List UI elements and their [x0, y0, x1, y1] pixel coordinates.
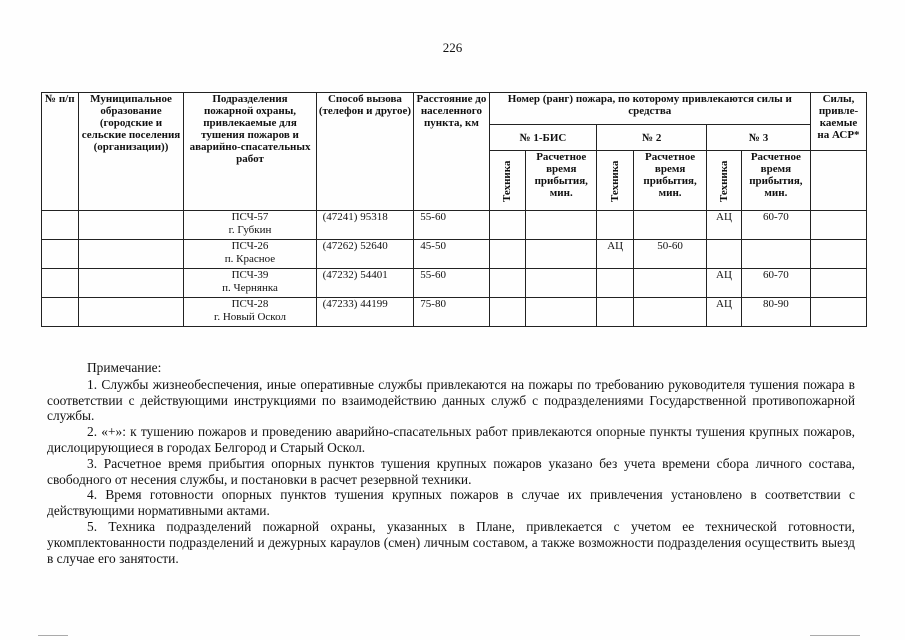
cell-phone: (47262) 52640	[316, 240, 414, 269]
table-row	[42, 211, 867, 240]
cell-rank1-equipment	[489, 298, 526, 327]
cell-rank2-equipment	[597, 211, 634, 240]
header-rank-2: № 2	[597, 125, 707, 151]
cell-unit	[184, 298, 316, 327]
unit-location: п. Красное	[224, 253, 276, 265]
header-rank-3: № 3	[707, 125, 811, 151]
header-asr: Силы, привле-каемые на АСР*	[810, 93, 866, 151]
cell-rank1-arrival	[526, 298, 597, 327]
cell-number	[42, 240, 79, 269]
cell-asr	[810, 211, 866, 240]
cell-number	[42, 211, 79, 240]
unit-name: ПСЧ-28	[231, 298, 269, 310]
unit-location: г. Губкин	[228, 224, 272, 236]
header-arrival-2: Расчетное время прибытия, мин.	[633, 151, 706, 211]
header-municipality: Муниципальное образование (городские и сельские поселения (организации))	[78, 93, 184, 211]
cell-rank1-arrival	[526, 240, 597, 269]
page-edge-line-left	[38, 635, 68, 636]
unit-location: г. Новый Оскол	[214, 311, 286, 323]
cell-municipality	[78, 240, 184, 269]
header-call-method: Способ вызова (телефон и другое)	[316, 93, 414, 211]
cell-rank3-arrival	[741, 240, 810, 269]
cell-rank3-equipment: АЦ	[707, 269, 742, 298]
forces-table	[41, 92, 867, 327]
table-row	[42, 298, 867, 327]
cell-rank2-equipment	[597, 298, 634, 327]
cell-unit	[184, 211, 316, 240]
header-rank-1bis: № 1-БИС	[489, 125, 597, 151]
cell-distance: 45-50	[414, 240, 489, 269]
header-equipment-3: Техника	[707, 151, 742, 211]
cell-unit	[184, 240, 316, 269]
cell-rank2-equipment	[597, 269, 634, 298]
header-number: № п/п	[42, 93, 79, 211]
cell-rank3-equipment: АЦ	[707, 211, 742, 240]
page-edge-line-right	[810, 635, 860, 636]
note-item: 3. Расчетное время прибытия опорных пунктов тушения крупных пожаров указано без учета времени сбора личного состава, свободного от несения службы, и постановки в расчет резервной техники.	[47, 455, 855, 487]
note-item: 5. Техника подразделений пожарной охраны, указанных в Плане, привлекается с учетом ее технической готовности, укомплектованности подразделений и дежурных караулов (смен) личным составом, а также возможности подразделения осуществить выезд в случае его занятости.	[47, 518, 855, 566]
cell-asr	[810, 298, 866, 327]
cell-asr	[810, 269, 866, 298]
cell-rank1-equipment	[489, 269, 526, 298]
cell-rank3-equipment: АЦ	[707, 298, 742, 327]
cell-phone: (47233) 44199	[316, 298, 414, 327]
cell-rank1-arrival	[526, 269, 597, 298]
header-rank-group: Номер (ранг) пожара, по которому привлекаются силы и средства	[489, 93, 810, 125]
header-equipment-1: Техника	[489, 151, 526, 211]
header-asr-empty	[810, 151, 866, 211]
page-number: 226	[442, 40, 463, 55]
cell-rank3-arrival: 60-70	[741, 269, 810, 298]
notes-list	[47, 377, 855, 567]
cell-distance: 55-60	[414, 269, 489, 298]
cell-municipality	[78, 211, 184, 240]
cell-asr	[810, 240, 866, 269]
cell-number	[42, 269, 79, 298]
header-distance: Расстояние до населенного пункта, км	[414, 93, 489, 211]
cell-rank2-arrival	[633, 211, 706, 240]
note-item: 4. Время готовности опорных пунктов тушения крупных пожаров в случае их привлечения установлено в соответствии с действующими нормативными актами.	[47, 487, 855, 519]
cell-phone: (47232) 54401	[316, 269, 414, 298]
cell-rank2-arrival	[633, 298, 706, 327]
header-arrival-3: Расчетное время прибытия, мин.	[741, 151, 810, 211]
header-units: Подразделения пожарной охраны, привлекаемые для тушения пожаров и аварийно-спасательных работ	[184, 93, 316, 211]
notes-title: Примечание:	[87, 360, 162, 375]
cell-rank2-equipment: АЦ	[597, 240, 634, 269]
table-row	[42, 240, 867, 269]
note-item: 1. Службы жизнеобеспечения, иные оперативные службы привлекаются на пожары по требованию руководителя тушения пожара в соответствии с действующими инструкциями по взаимодействию данных служб с подразделениями Государственной противопожарной службы.	[47, 376, 855, 424]
unit-name: ПСЧ-26	[231, 240, 269, 252]
cell-rank3-arrival: 60-70	[741, 211, 810, 240]
cell-rank3-arrival: 80-90	[741, 298, 810, 327]
cell-rank1-equipment	[489, 211, 526, 240]
unit-location: п. Чернянка	[222, 282, 278, 294]
cell-unit	[184, 269, 316, 298]
cell-municipality	[78, 298, 184, 327]
notes	[47, 360, 855, 566]
unit-name: ПСЧ-57	[231, 211, 269, 223]
cell-municipality	[78, 269, 184, 298]
header-equipment-2: Техника	[597, 151, 634, 211]
cell-rank2-arrival: 50-60	[633, 240, 706, 269]
note-item: 2. «+»: к тушению пожаров и проведению аварийно-спасательных работ привлекаются опорные пункты тушения крупных пожаров, дислоцирующиеся в городах Белгород и Старый Оскол.	[47, 424, 855, 455]
cell-distance: 75-80	[414, 298, 489, 327]
cell-number	[42, 298, 79, 327]
cell-rank1-equipment	[489, 240, 526, 269]
cell-rank2-arrival	[633, 269, 706, 298]
cell-distance: 55-60	[414, 211, 489, 240]
unit-name: ПСЧ-39	[231, 269, 269, 281]
cell-phone: (47241) 95318	[316, 211, 414, 240]
table-row	[42, 269, 867, 298]
cell-rank3-equipment	[707, 240, 742, 269]
table-body	[42, 211, 867, 327]
cell-rank1-arrival	[526, 211, 597, 240]
header-arrival-1: Расчетное время прибытия, мин.	[526, 151, 597, 211]
